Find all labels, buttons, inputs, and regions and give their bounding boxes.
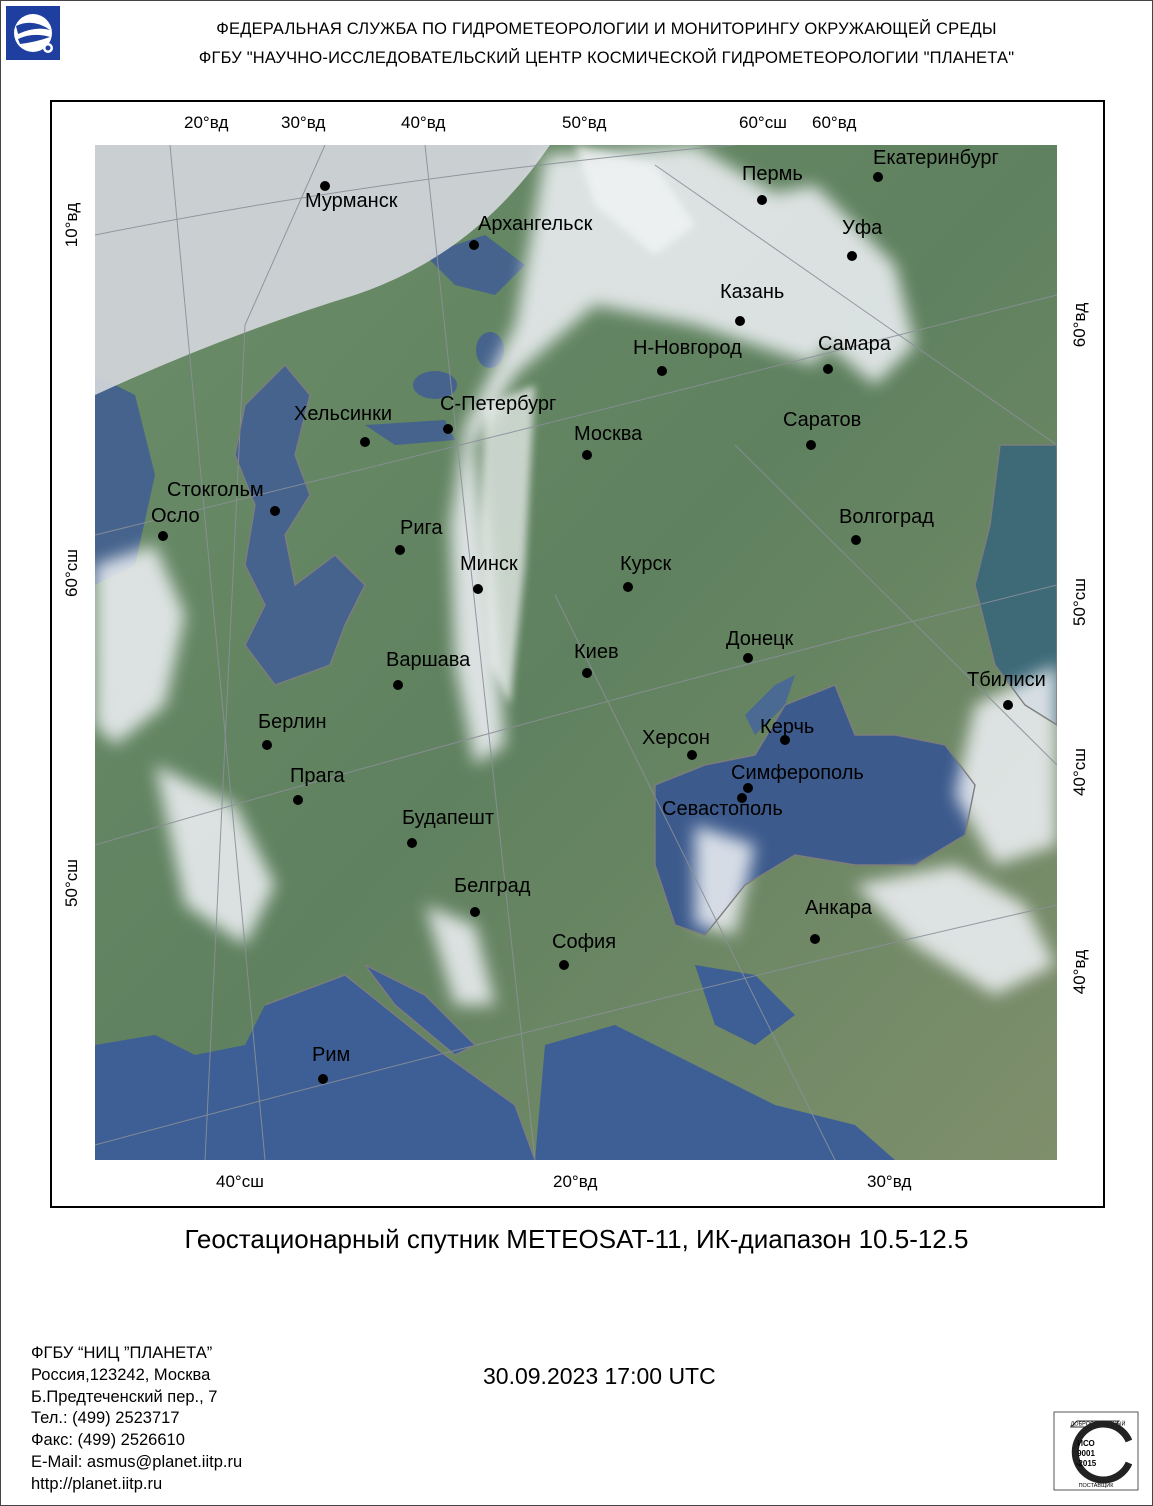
city-dot-rome	[318, 1074, 328, 1084]
coord-bottom-20: 20°вд	[553, 1172, 598, 1191]
coord-left-60sh: 60°сш	[62, 549, 81, 597]
org-address-line2: Б.Предтеченский пер., 7	[31, 1387, 218, 1406]
city-label-kherson: Херсон	[642, 727, 710, 749]
coord-right-40sh: 40°сш	[1070, 748, 1089, 796]
city-label-stockholm: Стокгольм	[167, 479, 264, 501]
coord-top-60: 60°вд	[812, 113, 857, 132]
city-dot-budapest	[407, 838, 417, 848]
coord-top-40: 40°вд	[401, 113, 446, 132]
org-fax: Факс: (499) 2526610	[31, 1431, 185, 1450]
city-label-tbilisi: Тбилиси	[967, 669, 1046, 691]
badge-9001-text: 9001	[1077, 1449, 1095, 1458]
badge-2015-text: -2015	[1075, 1459, 1097, 1468]
coord-left-50sh: 50°сш	[62, 859, 81, 907]
city-label-samara: Самара	[818, 333, 891, 355]
city-dot-tbilisi	[1003, 700, 1013, 710]
city-dot-riga	[395, 545, 405, 555]
city-dot-spb	[443, 424, 453, 434]
coord-right-50sh: 50°сш	[1070, 578, 1089, 626]
coord-top-50: 50°вд	[562, 113, 607, 132]
city-dot-prague	[293, 795, 303, 805]
city-label-budapest: Будапешт	[402, 807, 494, 829]
city-dot-samara	[823, 364, 833, 374]
badge-top-text: ДОБРОСОВЕСТНЫЙ	[1070, 1421, 1126, 1428]
city-dot-kiev	[582, 668, 592, 678]
city-dot-volgograd	[851, 535, 861, 545]
planeta-globe-logo-icon	[6, 6, 60, 60]
city-dot-belgrade	[470, 907, 480, 917]
city-dot-arkhangelsk	[469, 240, 479, 250]
city-label-minsk: Минск	[460, 553, 518, 575]
city-dot-n-novgorod	[657, 366, 667, 376]
city-dot-helsinki	[360, 437, 370, 447]
city-label-kerch: Керчь	[760, 716, 815, 738]
city-label-ekaterinburg: Екатеринбург	[873, 147, 999, 169]
org-address-line1: Россия,123242, Москва	[31, 1365, 211, 1384]
city-label-donetsk: Донецк	[726, 628, 794, 650]
coord-bottom-40sh: 40°сш	[216, 1172, 264, 1191]
city-label-prague: Прага	[290, 765, 345, 787]
coord-top-30: 30°вд	[281, 113, 326, 132]
city-label-kazan: Казань	[720, 281, 785, 303]
org-url[interactable]: http://planet.iitp.ru	[31, 1474, 163, 1493]
city-dot-saratov	[806, 440, 816, 450]
badge-iso-text: ИСО	[1077, 1439, 1095, 1448]
coord-bottom-30: 30°вд	[867, 1172, 912, 1191]
org-name: ФГБУ “НИЦ ”ПЛАНЕТА”	[31, 1344, 213, 1362]
city-label-spb: С-Петербург	[440, 393, 557, 415]
city-label-perm: Пермь	[742, 163, 803, 185]
city-label-kiev: Киев	[574, 641, 619, 663]
city-dot-ekaterinburg	[873, 172, 883, 182]
city-dot-stockholm	[270, 506, 280, 516]
city-label-ankara: Анкара	[805, 897, 872, 919]
city-dot-ufa	[847, 251, 857, 261]
coord-right-40: 40°вд	[1070, 949, 1089, 995]
city-dot-moscow	[582, 450, 592, 460]
city-dot-kursk	[623, 582, 633, 592]
city-label-oslo: Осло	[151, 505, 200, 527]
city-label-berlin: Берлин	[258, 711, 327, 733]
coord-top-60sh: 60°сш	[739, 113, 787, 132]
city-label-volgograd: Волгоград	[839, 506, 934, 528]
city-dot-warsaw	[393, 680, 403, 690]
city-label-sevastopol: Севастополь	[662, 798, 783, 820]
city-label-simferopol: Симферополь	[731, 762, 864, 784]
city-dot-berlin	[262, 740, 272, 750]
city-dot-perm	[757, 195, 767, 205]
city-dot-kazan	[735, 316, 745, 326]
coord-left-10: 10°вд	[62, 202, 81, 248]
city-label-kursk: Курск	[620, 553, 672, 575]
city-dot-oslo	[158, 531, 168, 541]
city-dot-kherson	[687, 750, 697, 760]
city-dot-sofia	[559, 960, 569, 970]
city-label-murmansk: Мурманск	[305, 190, 398, 212]
coord-right-60: 60°вд	[1070, 302, 1089, 348]
city-label-sofia: София	[552, 931, 617, 953]
city-label-warsaw: Варшава	[386, 649, 471, 671]
iso-certification-badge-icon	[1053, 1411, 1139, 1491]
city-label-arkhangelsk: Архангельск	[478, 213, 593, 235]
city-label-riga: Рига	[400, 517, 443, 539]
header-agency-title: ФЕДЕРАЛЬНАЯ СЛУЖБА ПО ГИДРОМЕТЕОРОЛОГИИ И МОНИТОРИНГУ ОКРУЖАЮЩЕЙ СРЕДЫ	[216, 20, 997, 38]
city-dot-minsk	[473, 584, 483, 594]
city-label-ufa: Уфа	[842, 217, 883, 239]
city-label-rome: Рим	[312, 1044, 351, 1066]
city-label-moscow: Москва	[574, 423, 643, 445]
badge-bottom-text: ПОСТАВЩИК	[1078, 1483, 1114, 1489]
city-dot-donetsk	[743, 653, 753, 663]
city-dot-ankara	[810, 934, 820, 944]
org-contact-block	[31, 1343, 242, 1496]
city-label-helsinki: Хельсинки	[294, 403, 393, 425]
observation-datetime: 30.09.2023 17:00 UTC	[483, 1363, 716, 1389]
map-caption: Геостационарный спутник METEOSAT-11, ИК-диапазон 10.5-12.5	[184, 1224, 969, 1254]
coord-top-20: 20°вд	[184, 113, 229, 132]
city-label-n-novgorod: Н-Новгород	[633, 337, 742, 359]
org-phone: Тел.: (499) 2523717	[31, 1409, 180, 1428]
city-label-belgrade: Белград	[454, 875, 531, 897]
header-center-title: ФГБУ "НАУЧНО-ИССЛЕДОВАТЕЛЬСКИЙ ЦЕНТР КОСМИЧЕСКОЙ ГИДРОМЕТЕОРОЛОГИИ "ПЛАНЕТА"	[198, 49, 1015, 67]
org-email: E-Mail: asmus@planet.iitp.ru	[31, 1452, 243, 1471]
city-label-saratov: Саратов	[783, 409, 862, 431]
